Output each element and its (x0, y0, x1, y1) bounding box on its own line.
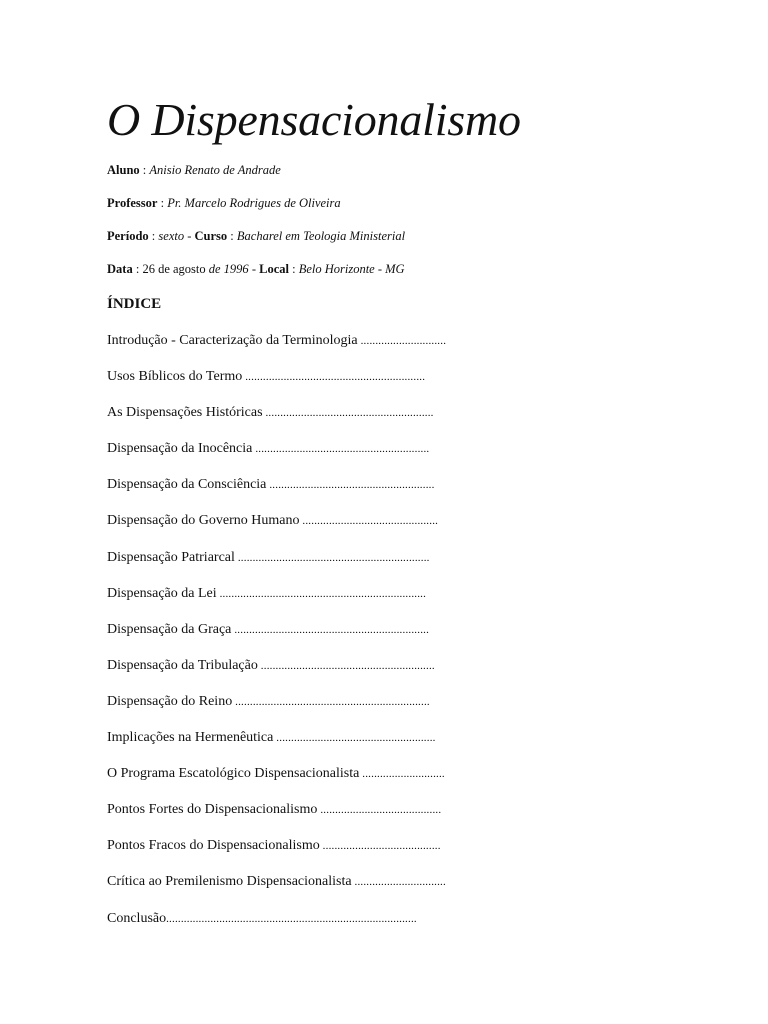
document-title: O Dispensacionalismo (107, 94, 521, 145)
toc-item-text: O Programa Escatológico Dispensacionalista (107, 766, 360, 782)
toc-item-text: Dispensação da Tribulação (107, 657, 258, 673)
toc-item-leader: ............................................................. (242, 371, 426, 384)
data-value-year: de 1996 (208, 262, 249, 276)
toc-item (107, 872, 446, 908)
toc-item-leader: .................................................................. (231, 623, 430, 636)
toc-item (107, 331, 446, 367)
toc-item-leader: ................................................................. (234, 551, 430, 564)
toc-item-text: Dispensação da Lei (107, 585, 217, 601)
toc-item (107, 511, 446, 547)
table-of-contents (107, 331, 446, 945)
toc-item (107, 367, 446, 403)
toc-item (107, 403, 446, 439)
toc-item (107, 728, 446, 764)
toc-item (107, 836, 446, 872)
toc-item-text: Conclusão (107, 910, 167, 926)
data-label: Data (107, 262, 133, 276)
toc-item-leader: ......................................... (317, 804, 442, 817)
toc-item (107, 475, 446, 511)
toc-item-text: Pontos Fracos do Dispensacionalismo (107, 838, 320, 854)
toc-item (107, 656, 446, 692)
toc-item-leader: ..................................................................................... (166, 912, 417, 925)
toc-item-text: Dispensação do Governo Humano (107, 513, 300, 529)
toc-item-leader: ........................................................... (257, 659, 435, 672)
toc-item-leader: ........................................................ (266, 479, 435, 492)
toc-item (107, 764, 446, 800)
periodo-value: sexto (158, 229, 185, 243)
meta-periodo-curso: Período : sexto - Curso : Bacharel em Teologia Ministerial (107, 229, 406, 243)
toc-item-leader: ............................ (359, 768, 445, 781)
toc-item-text: Implicações na Hermenêutica (107, 730, 274, 746)
toc-item-leader: ........................................ (319, 840, 441, 853)
toc-item-text: Dispensação da Consciência (107, 477, 267, 493)
professor-value: Pr. Marcelo Rodrigues de Oliveira (167, 196, 341, 210)
toc-item-text: Dispensação da Graça (107, 621, 232, 637)
toc-item (107, 800, 446, 836)
toc-item (107, 439, 446, 475)
toc-item-text: Pontos Fortes do Dispensacionalismo (107, 802, 318, 818)
toc-item-text: Dispensação do Reino (107, 693, 233, 709)
toc-item-leader: .................................................................. (232, 695, 430, 708)
meta-aluno: Aluno : Anisio Renato de Andrade (107, 163, 281, 177)
toc-item-text: As Dispensações Históricas (107, 405, 263, 421)
toc-item (107, 584, 446, 620)
toc-item (107, 548, 446, 584)
meta-professor: Professor : Pr. Marcelo Rodrigues de Oliveira (107, 196, 341, 210)
toc-item (107, 909, 446, 945)
toc-item-leader: ......................................................... (262, 407, 434, 420)
toc-item-text: Introdução - Caracterização da Terminologia (107, 333, 358, 348)
toc-item-leader: ...................................................................... (216, 587, 427, 600)
local-label: Local (259, 262, 289, 276)
periodo-label: Período (107, 229, 149, 243)
toc-item-text: Dispensação Patriarcal (107, 549, 235, 565)
aluno-value: Anisio Renato de Andrade (149, 163, 281, 177)
local-value: Belo Horizonte - MG (298, 262, 405, 276)
toc-item-leader: ........................................................... (252, 443, 430, 456)
toc-item-text: Dispensação da Inocência (107, 441, 253, 457)
curso-value: Bacharel em Teologia Ministerial (236, 229, 406, 243)
meta-data-local: Data : 26 de agosto de 1996 - Local : Belo Horizonte - MG (107, 262, 405, 276)
toc-item-leader: ............................... (351, 876, 446, 889)
professor-label: Professor (107, 196, 158, 210)
toc-item-text: Crítica ao Premilenismo Dispensacionalista (107, 874, 352, 890)
data-value-day: 26 de agosto (142, 262, 206, 276)
toc-item (107, 620, 446, 656)
toc-item-text: Usos Bíblicos do Termo (107, 369, 243, 385)
toc-item-leader: ............................. (357, 335, 447, 347)
toc-item-leader: ...................................................... (273, 732, 436, 745)
toc-item (107, 692, 446, 728)
index-heading: ÍNDICE (107, 296, 162, 312)
toc-item-leader: .............................................. (299, 515, 439, 528)
aluno-label: Aluno (107, 163, 140, 177)
curso-label: Curso (194, 229, 228, 243)
